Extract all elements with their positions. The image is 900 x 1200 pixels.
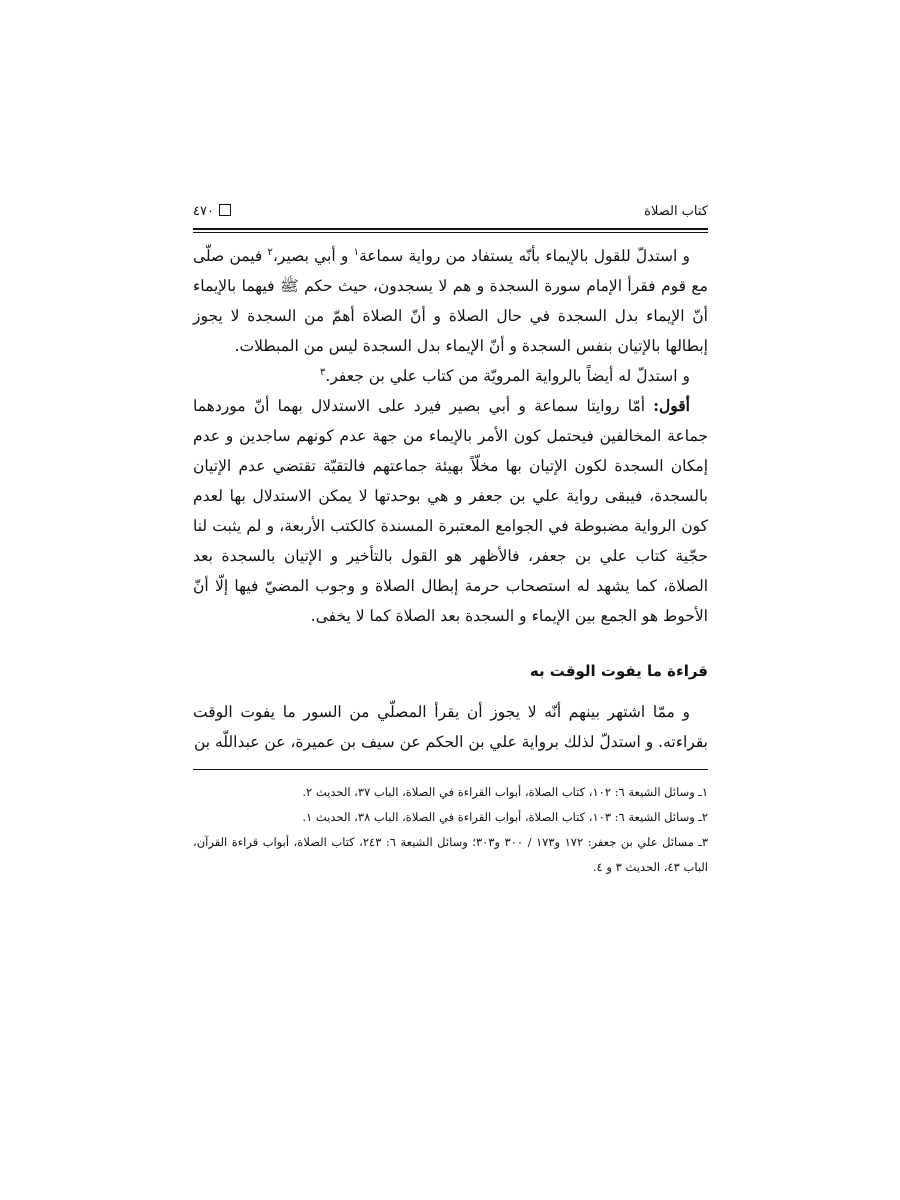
paragraph-2 — [193, 361, 708, 391]
square-icon — [219, 204, 231, 216]
footnote-ref-1[interactable]: ١ — [353, 246, 359, 258]
footnote-ref-2[interactable]: ٢ — [267, 246, 273, 258]
book-page — [193, 196, 708, 880]
page-number-value: ٤٧٠ — [193, 204, 214, 219]
paragraph-1-text-b: و أبي بصير، — [272, 247, 354, 265]
paragraph-3 — [193, 391, 708, 631]
paragraph-2-text: و استدلّ له أيضاً بالرواية المرويّة من كتاب علي بن جعفر. — [325, 367, 690, 385]
paragraph-1-text: و استدلّ للقول بالإيماء بأنّه يستفاد من رواية سماعة — [359, 247, 691, 265]
paragraph-1-text-c: فيمن صلّى مع قوم فقرأ الإمام سورة السجدة و هم لا يسجدون، حيث حكم ﷺ فيهما بالإيماء أنّ الإيماء بدل السجدة في حال الصلاة و أنّ الصلاة أهمّ من السجدة لا يجوز إبطالها بالإتيان بنفس السجدة و أنّ الإيماء بدل السجدة ليس من المبطلات. — [193, 247, 708, 355]
footnote-ref-3[interactable]: ٣ — [320, 366, 326, 378]
footnote-rule — [193, 769, 708, 770]
paragraph-1 — [193, 241, 708, 361]
footnotes — [193, 780, 708, 880]
running-title: كتاب الصلاة — [644, 204, 708, 219]
header-rule — [193, 228, 708, 233]
section-heading: قراءة ما يفوت الوقت به — [529, 662, 708, 680]
paragraph-3-text: أمّا روايتا سماعة و أبي بصير فيرد على الاستدلال بهما أنّ موردهما جماعة المخالفين فيحتمل كون الأمر بالإيماء من جهة عدم كونهم ساجدين و عدم إمكان السجدة لكون الإتيان بها مخلّاً بهيئة جماعتهم فالتقيّة تقتضي عدم الإتيان بالسجدة، فيبقى رواية علي بن جعفر و هي بوحدتها لا يمكن الاستدلال بها لعدم كون الرواية مضبوطة في الجوامع المعتبرة المسندة كالكتب الأربعة، و لم يثبت لنا حجّية كتاب علي بن جعفر، فالأظهر هو القول بالتأخير و الإتيان بالسجدة بعد الصلاة، كما يشهد له استصحاب حرمة إبطال الصلاة و وجوب المضيّ فيها إلّا أنّ الأحوط هو الجمع بين الإيماء و السجدة بعد الصلاة كما لا يخفى. — [193, 397, 708, 625]
page-number — [193, 198, 231, 226]
footnote-2: ٢ـ وسائل الشيعة ٦: ١٠٣، كتاب الصلاة، أبواب القراءة في الصلاة، الباب ٣٨، الحديث ١. — [302, 810, 708, 824]
paragraph-4 — [193, 697, 708, 757]
paragraph-3-lead: أقول: — [653, 396, 690, 415]
footnote-3: ٣ـ مسائل علي بن جعفر: ١٧٢ و١٧٣ / ٣٠٠ و٣٠٣؛ وسائل الشيعة ٦: ٢٤٣، كتاب الصلاة، أبواب قراءة القرآن، الباب ٤٣، الحديث ٣ و ٤. — [193, 835, 708, 874]
footnote-1: ١ـ وسائل الشيعة ٦: ١٠٢، كتاب الصلاة، أبواب القراءة في الصلاة، الباب ٣٧، الحديث ٢. — [302, 785, 708, 799]
paragraph-4-text: و ممّا اشتهر بينهم أنّه لا يجوز أن يقرأ المصلّي من السور ما يفوت الوقت بقراءته. و استدلّ لذلك برواية علي بن الحكم عن سيف بن عميرة، عن عبداللّه بن — [193, 703, 708, 751]
page-header — [193, 196, 708, 228]
main-text — [193, 241, 708, 757]
